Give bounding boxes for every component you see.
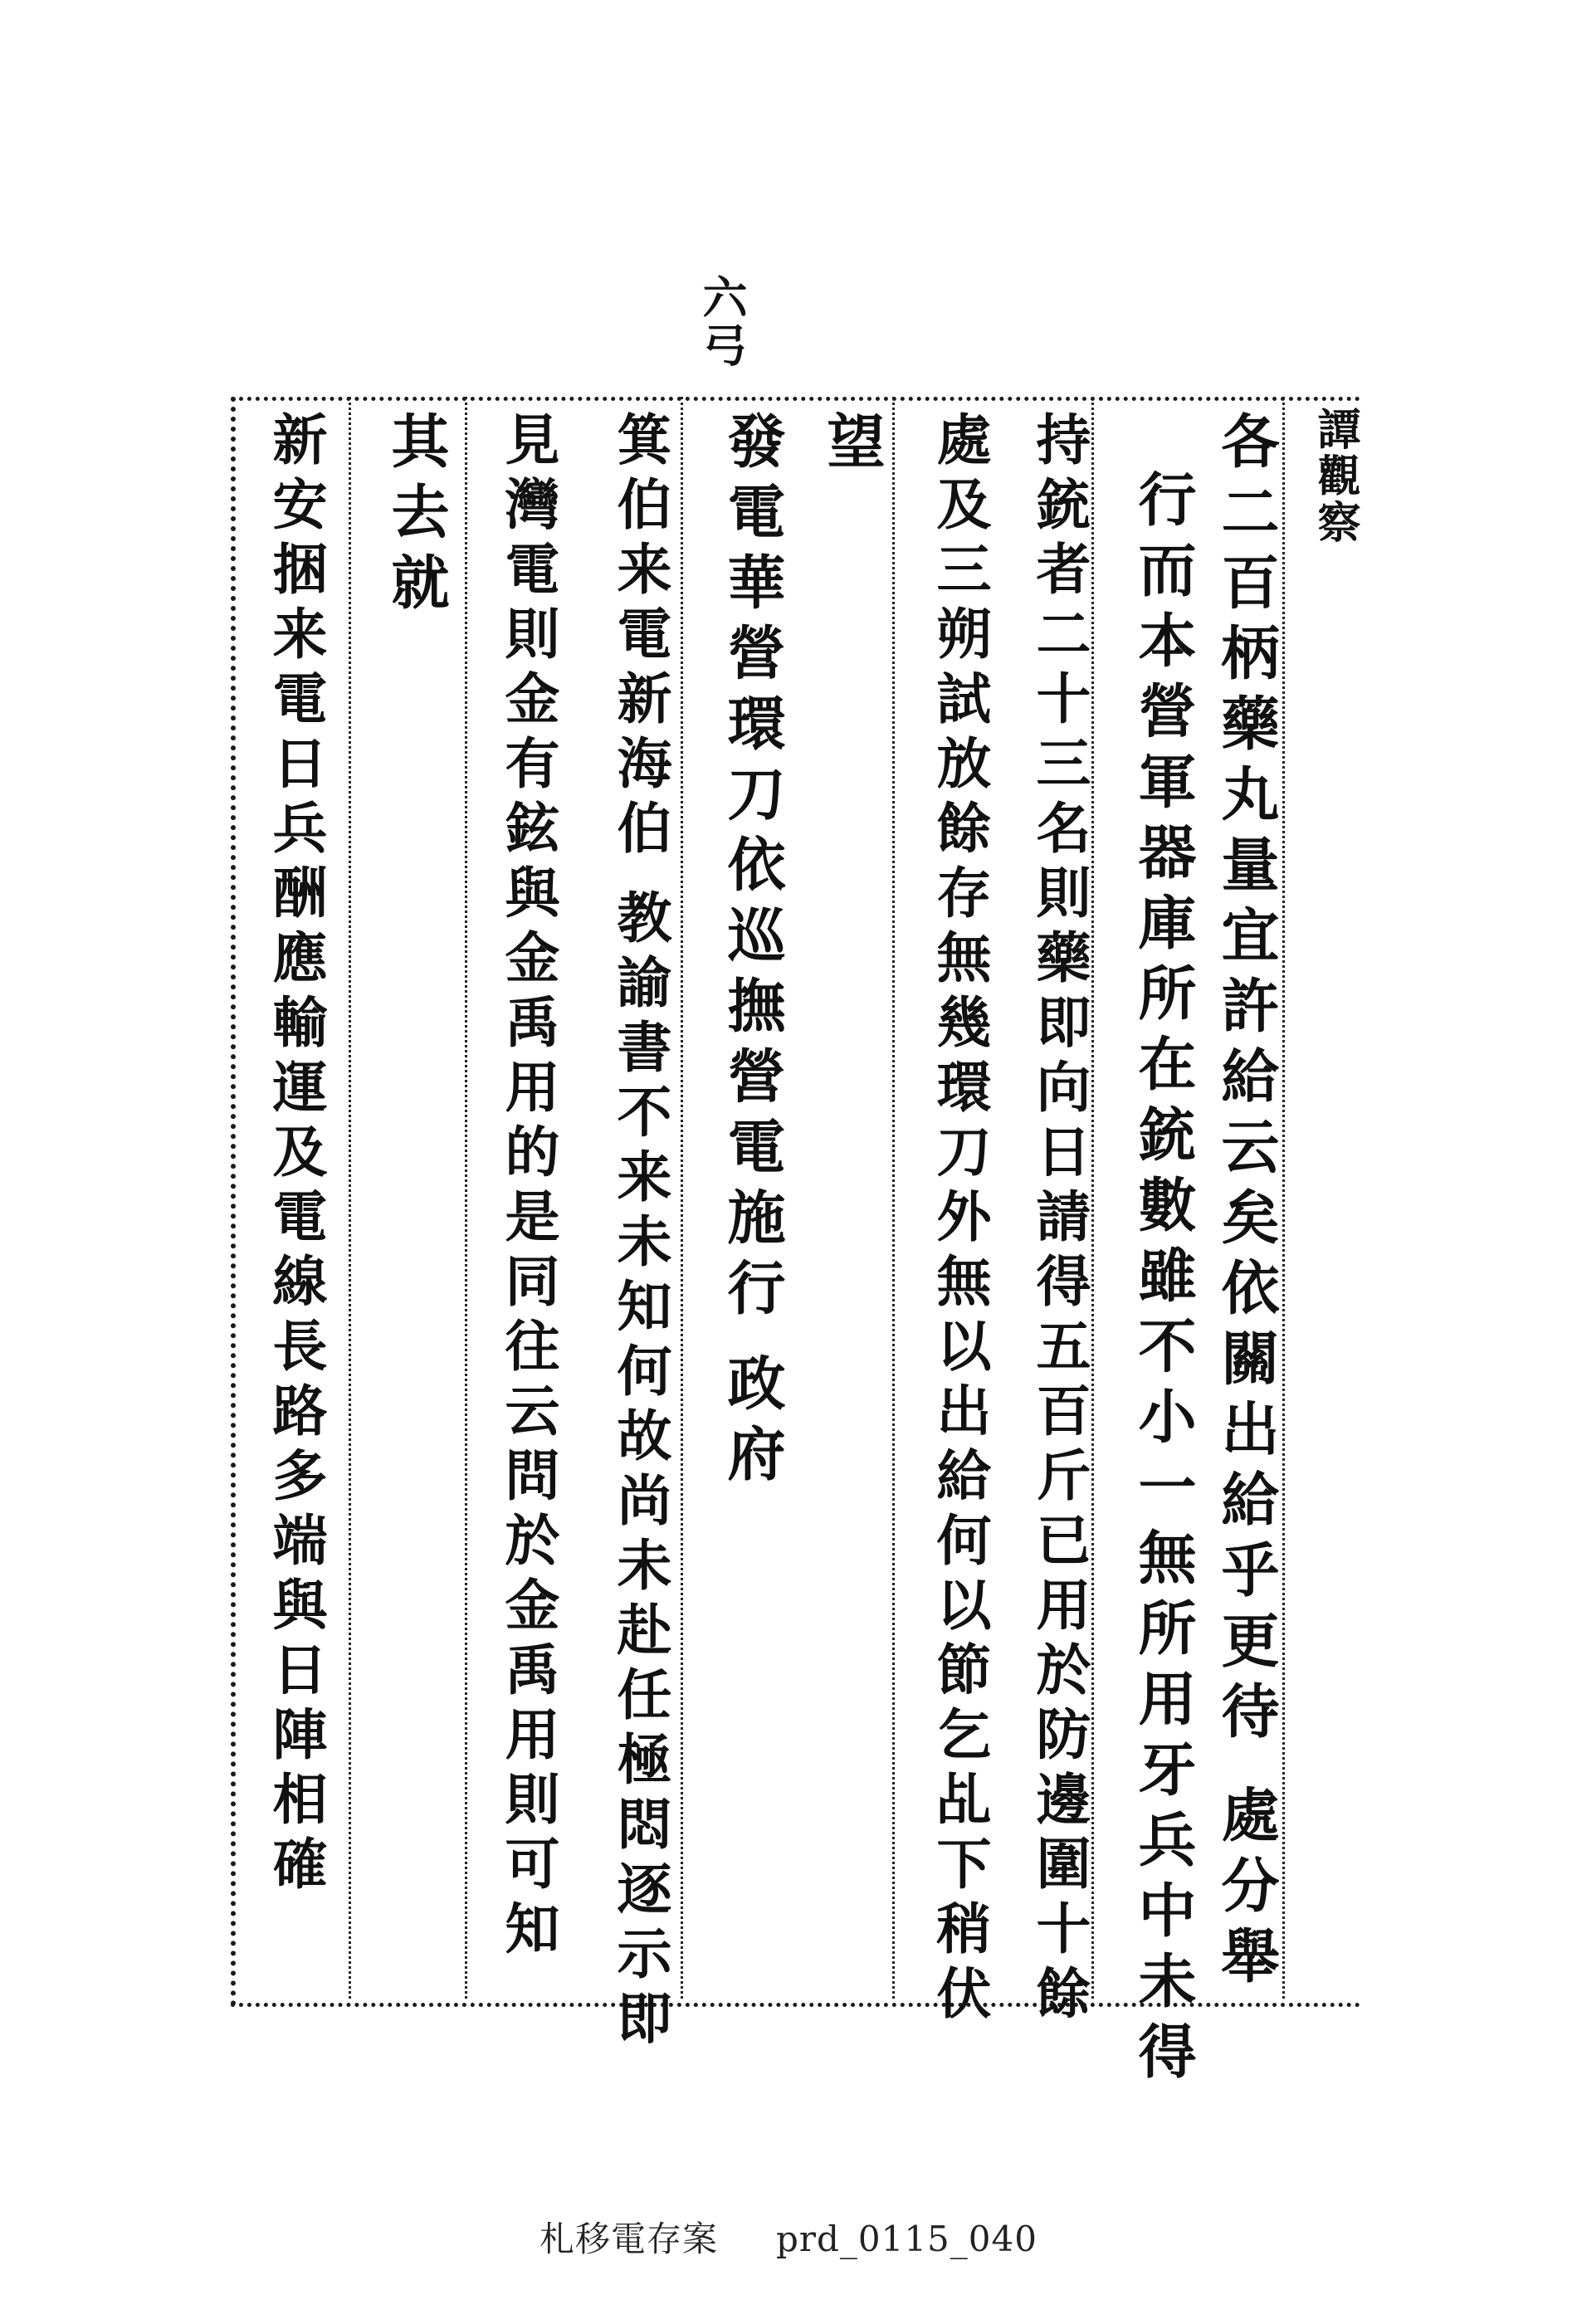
text-column-1: 各二百柄藥丸量宜許給云矣依關出給乎更待處分舉 (1212, 411, 1281, 1996)
text-column-7: 箕伯来電新海伯教諭書不来未知何故尚未赴任極悶逐示即 (608, 411, 672, 2054)
marginal-note-right: 譚觀察 (1310, 407, 1360, 546)
page-footer (0, 2212, 1577, 2262)
text-column-4: 處及三朔試放餘存無幾環刀外無以出給何以節乞乩下稍伏 (927, 411, 992, 2029)
text-column-3: 持銃者二十三名則藥即向日請得五百斤已用於防邊圍十餘 (1027, 411, 1091, 2029)
text-column-8: 見灣電則金有鉉與金禹用的是同往云問於金禹用則可知 (496, 411, 560, 1965)
column-rule (681, 397, 683, 1999)
text-column-5: 望 (818, 411, 886, 481)
text-column-9: 其去就 (382, 411, 451, 622)
text-column-6: 發電華營環刀依巡撫營電施行政府 (718, 411, 787, 1494)
marginal-note-top: 六弓 (696, 274, 749, 370)
text-column-2: 行而本營軍器庫所在銃數雖不小一無所用牙兵中未得 (1129, 469, 1198, 2092)
column-rule (465, 397, 467, 1999)
column-rule (349, 397, 351, 1999)
footer-title: 札移電存案 (540, 2219, 719, 2259)
column-rule (892, 397, 895, 1999)
text-column-10: 新安捆来電日兵酬應輸運及電線長路多端與日陣相確 (263, 411, 328, 1900)
footer-code: prd_0115_040 (776, 2219, 1038, 2259)
